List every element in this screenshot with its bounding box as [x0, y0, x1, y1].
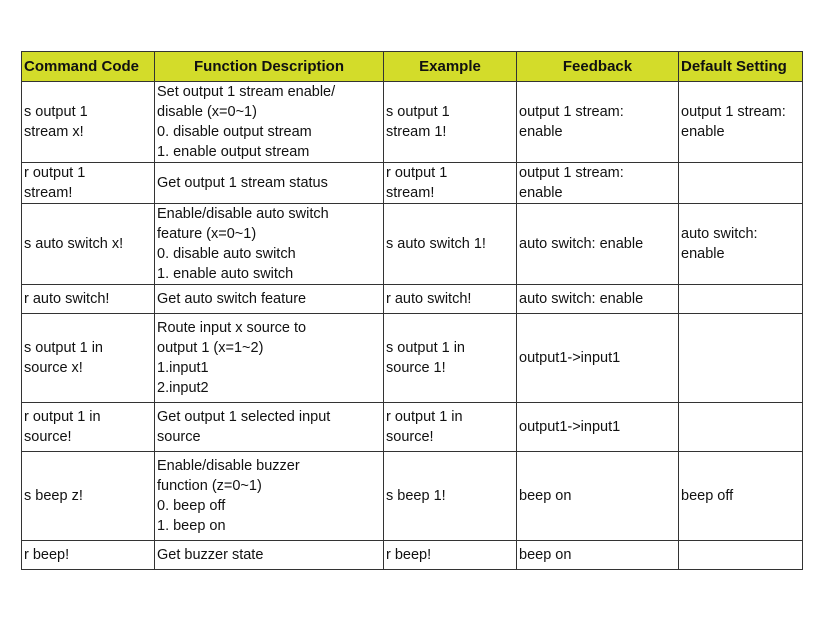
cell-text-line: r auto switch! [24, 291, 110, 307]
cell-text-line: output1->input1 [519, 419, 621, 435]
cell-text-line: 0. disable output stream [157, 124, 312, 140]
cell-text-line: r auto switch! [386, 291, 472, 307]
cell-text-line: source! [386, 429, 434, 445]
cell-default-setting [679, 314, 803, 403]
cell-text-line: s output 1 in [386, 340, 465, 356]
cell-text-line: s output 1 [24, 104, 88, 120]
cell-text-line: auto switch: enable [519, 291, 644, 307]
cell-text-line: 1. enable auto switch [157, 266, 294, 282]
cell-text-line: stream! [24, 185, 73, 201]
cell-example [384, 452, 517, 541]
cell-feedback [517, 163, 679, 204]
cell-text-line: source x! [24, 360, 83, 376]
cell-feedback [517, 285, 679, 314]
cell-text-line: stream 1! [386, 124, 447, 140]
cell-text-line: source [157, 429, 201, 445]
cell-example [384, 204, 517, 285]
cell-text-line: Get output 1 selected input [157, 409, 331, 425]
cell-text-line: output 1 (x=1~2) [157, 340, 264, 356]
cell-text-line: enable [519, 185, 563, 201]
cell-text-line: Get auto switch feature [157, 291, 307, 307]
cell-function-description [155, 403, 384, 452]
cell-function-description [155, 285, 384, 314]
cell-command-code [22, 285, 155, 314]
table-row [22, 82, 803, 163]
cell-text-line: s output 1 [386, 104, 450, 120]
cell-feedback [517, 541, 679, 570]
cell-feedback [517, 314, 679, 403]
column-header-command-code: Command Code [22, 52, 155, 82]
cell-function-description [155, 163, 384, 204]
cell-text-line: beep on [519, 547, 572, 563]
command-table [21, 51, 803, 570]
cell-text-line: enable [519, 124, 563, 140]
cell-text-line: 2.input2 [157, 380, 209, 396]
cell-text-line: r output 1 [24, 165, 86, 181]
column-header-example: Example [384, 52, 517, 82]
cell-command-code [22, 452, 155, 541]
cell-text-line: r beep! [24, 547, 70, 563]
cell-text-line: output1->input1 [519, 350, 621, 366]
cell-text-line: s auto switch 1! [386, 236, 486, 252]
cell-text-line: Enable/disable auto switch [157, 206, 329, 222]
cell-text-line: output 1 stream: [519, 104, 624, 120]
cell-text-line: r output 1 [386, 165, 448, 181]
cell-command-code [22, 82, 155, 163]
table-header [22, 52, 803, 82]
cell-default-setting [679, 204, 803, 285]
cell-feedback [517, 452, 679, 541]
cell-text-line: s auto switch x! [24, 236, 124, 252]
table-row [22, 314, 803, 403]
cell-feedback [517, 403, 679, 452]
cell-text-line: 0. disable auto switch [157, 246, 296, 262]
table-row [22, 403, 803, 452]
column-header-feedback: Feedback [517, 52, 679, 82]
cell-text-line: beep on [519, 488, 572, 504]
cell-example [384, 285, 517, 314]
table-row [22, 541, 803, 570]
header-row [22, 52, 803, 82]
cell-example [384, 82, 517, 163]
cell-text-line: output 1 stream: [519, 165, 624, 181]
cell-function-description [155, 541, 384, 570]
cell-default-setting [679, 163, 803, 204]
cell-function-description [155, 452, 384, 541]
cell-example [384, 403, 517, 452]
cell-text-line: Get output 1 stream status [157, 175, 328, 191]
cell-default-setting [679, 82, 803, 163]
cell-text-line: function (z=0~1) [157, 478, 262, 494]
cell-command-code [22, 403, 155, 452]
cell-text-line: output 1 stream: [681, 104, 786, 120]
cell-text-line: s beep z! [24, 488, 83, 504]
cell-function-description [155, 314, 384, 403]
cell-text-line: beep off [681, 488, 734, 504]
cell-text-line: s output 1 in [24, 340, 103, 356]
cell-command-code [22, 541, 155, 570]
cell-text-line: enable [681, 246, 725, 262]
table-row [22, 452, 803, 541]
cell-default-setting [679, 452, 803, 541]
cell-text-line: 1. enable output stream [157, 144, 310, 160]
cell-command-code [22, 163, 155, 204]
cell-default-setting [679, 541, 803, 570]
cell-text-line: enable [681, 124, 725, 140]
cell-text-line: Set output 1 stream enable/ [157, 84, 336, 100]
table-row [22, 163, 803, 204]
cell-text-line: Enable/disable buzzer [157, 458, 300, 474]
cell-text-line: Route input x source to [157, 320, 307, 336]
cell-text-line: auto switch: [681, 226, 758, 242]
cell-default-setting [679, 403, 803, 452]
cell-text-line: Get buzzer state [157, 547, 264, 563]
table-row [22, 204, 803, 285]
cell-example [384, 314, 517, 403]
cell-text-line: feature (x=0~1) [157, 226, 257, 242]
column-header-default-setting: Default Setting [679, 52, 803, 82]
cell-command-code [22, 314, 155, 403]
cell-feedback [517, 204, 679, 285]
cell-example [384, 163, 517, 204]
table-body [22, 82, 803, 570]
cell-text-line: r output 1 in [24, 409, 101, 425]
cell-default-setting [679, 285, 803, 314]
cell-text-line: 1. beep on [157, 518, 226, 534]
cell-example [384, 541, 517, 570]
cell-text-line: auto switch: enable [519, 236, 644, 252]
cell-command-code [22, 204, 155, 285]
cell-text-line: 1.input1 [157, 360, 209, 376]
cell-text-line: stream! [386, 185, 435, 201]
cell-text-line: source 1! [386, 360, 446, 376]
cell-text-line: r beep! [386, 547, 432, 563]
cell-text-line: stream x! [24, 124, 84, 140]
cell-function-description [155, 204, 384, 285]
cell-text-line: r output 1 in [386, 409, 463, 425]
column-header-function-description: Function Description [155, 52, 384, 82]
cell-function-description [155, 82, 384, 163]
table-row [22, 285, 803, 314]
cell-text-line: s beep 1! [386, 488, 446, 504]
cell-text-line: 0. beep off [157, 498, 226, 514]
cell-text-line: source! [24, 429, 72, 445]
cell-feedback [517, 82, 679, 163]
cell-text-line: disable (x=0~1) [157, 104, 257, 120]
